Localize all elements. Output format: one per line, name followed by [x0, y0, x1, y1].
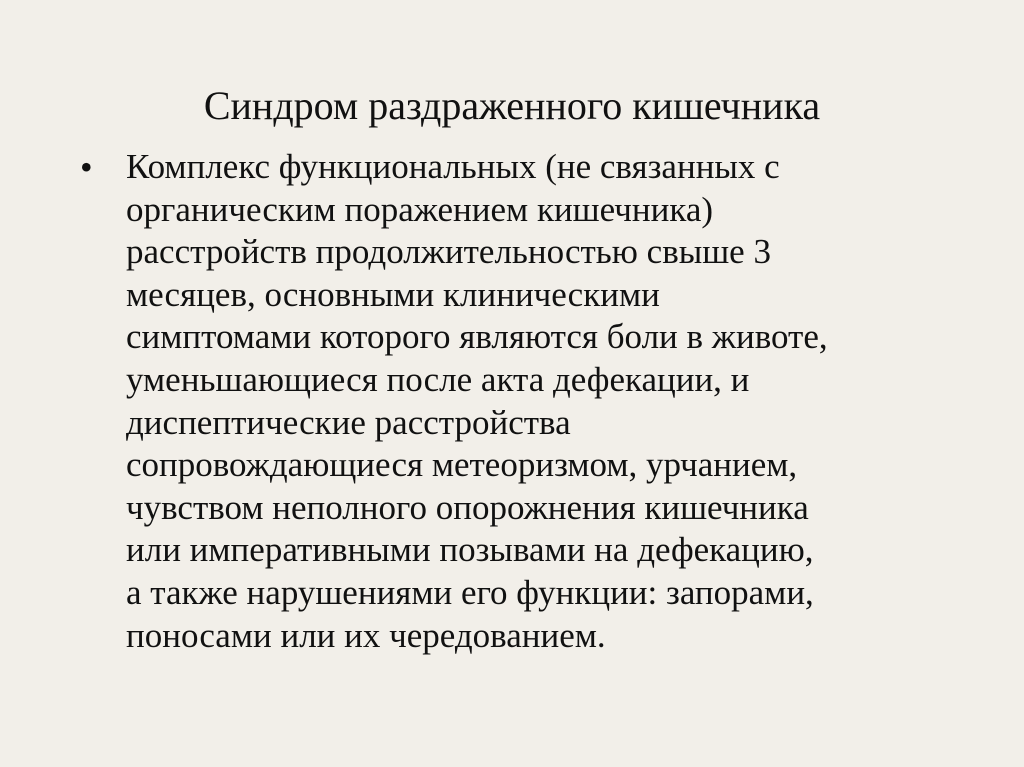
body-line: расстройств продолжительностью свыше 3: [126, 232, 771, 272]
body-line: поносами или их чередованием.: [126, 615, 606, 655]
body-line: органическим поражением кишечника): [126, 189, 714, 229]
body-line: уменьшающиеся после акта дефекации, и: [126, 359, 750, 399]
body-line: сопровождающиеся метеоризмом, урчанием,: [126, 445, 798, 485]
body-line: а также нарушениями его функции: запорами,: [126, 572, 814, 612]
body-line: чувством неполного опорожнения кишечника: [126, 487, 809, 527]
slide-title: Синдром раздраженного кишечника: [203, 83, 821, 128]
body-line: или императивными позывами на дефекацию,: [126, 530, 814, 570]
bullet-list: [80, 146, 828, 657]
bullet-icon: •: [80, 147, 93, 187]
body-line: диспептические расстройства: [126, 402, 571, 442]
body-line: Комплекс функциональных (не связанных с: [126, 147, 780, 186]
body-line: симптомами которого являются боли в животе,: [126, 317, 828, 357]
body-line: месяцев, основными клиническими: [126, 274, 660, 314]
bullet-item: [80, 146, 828, 657]
